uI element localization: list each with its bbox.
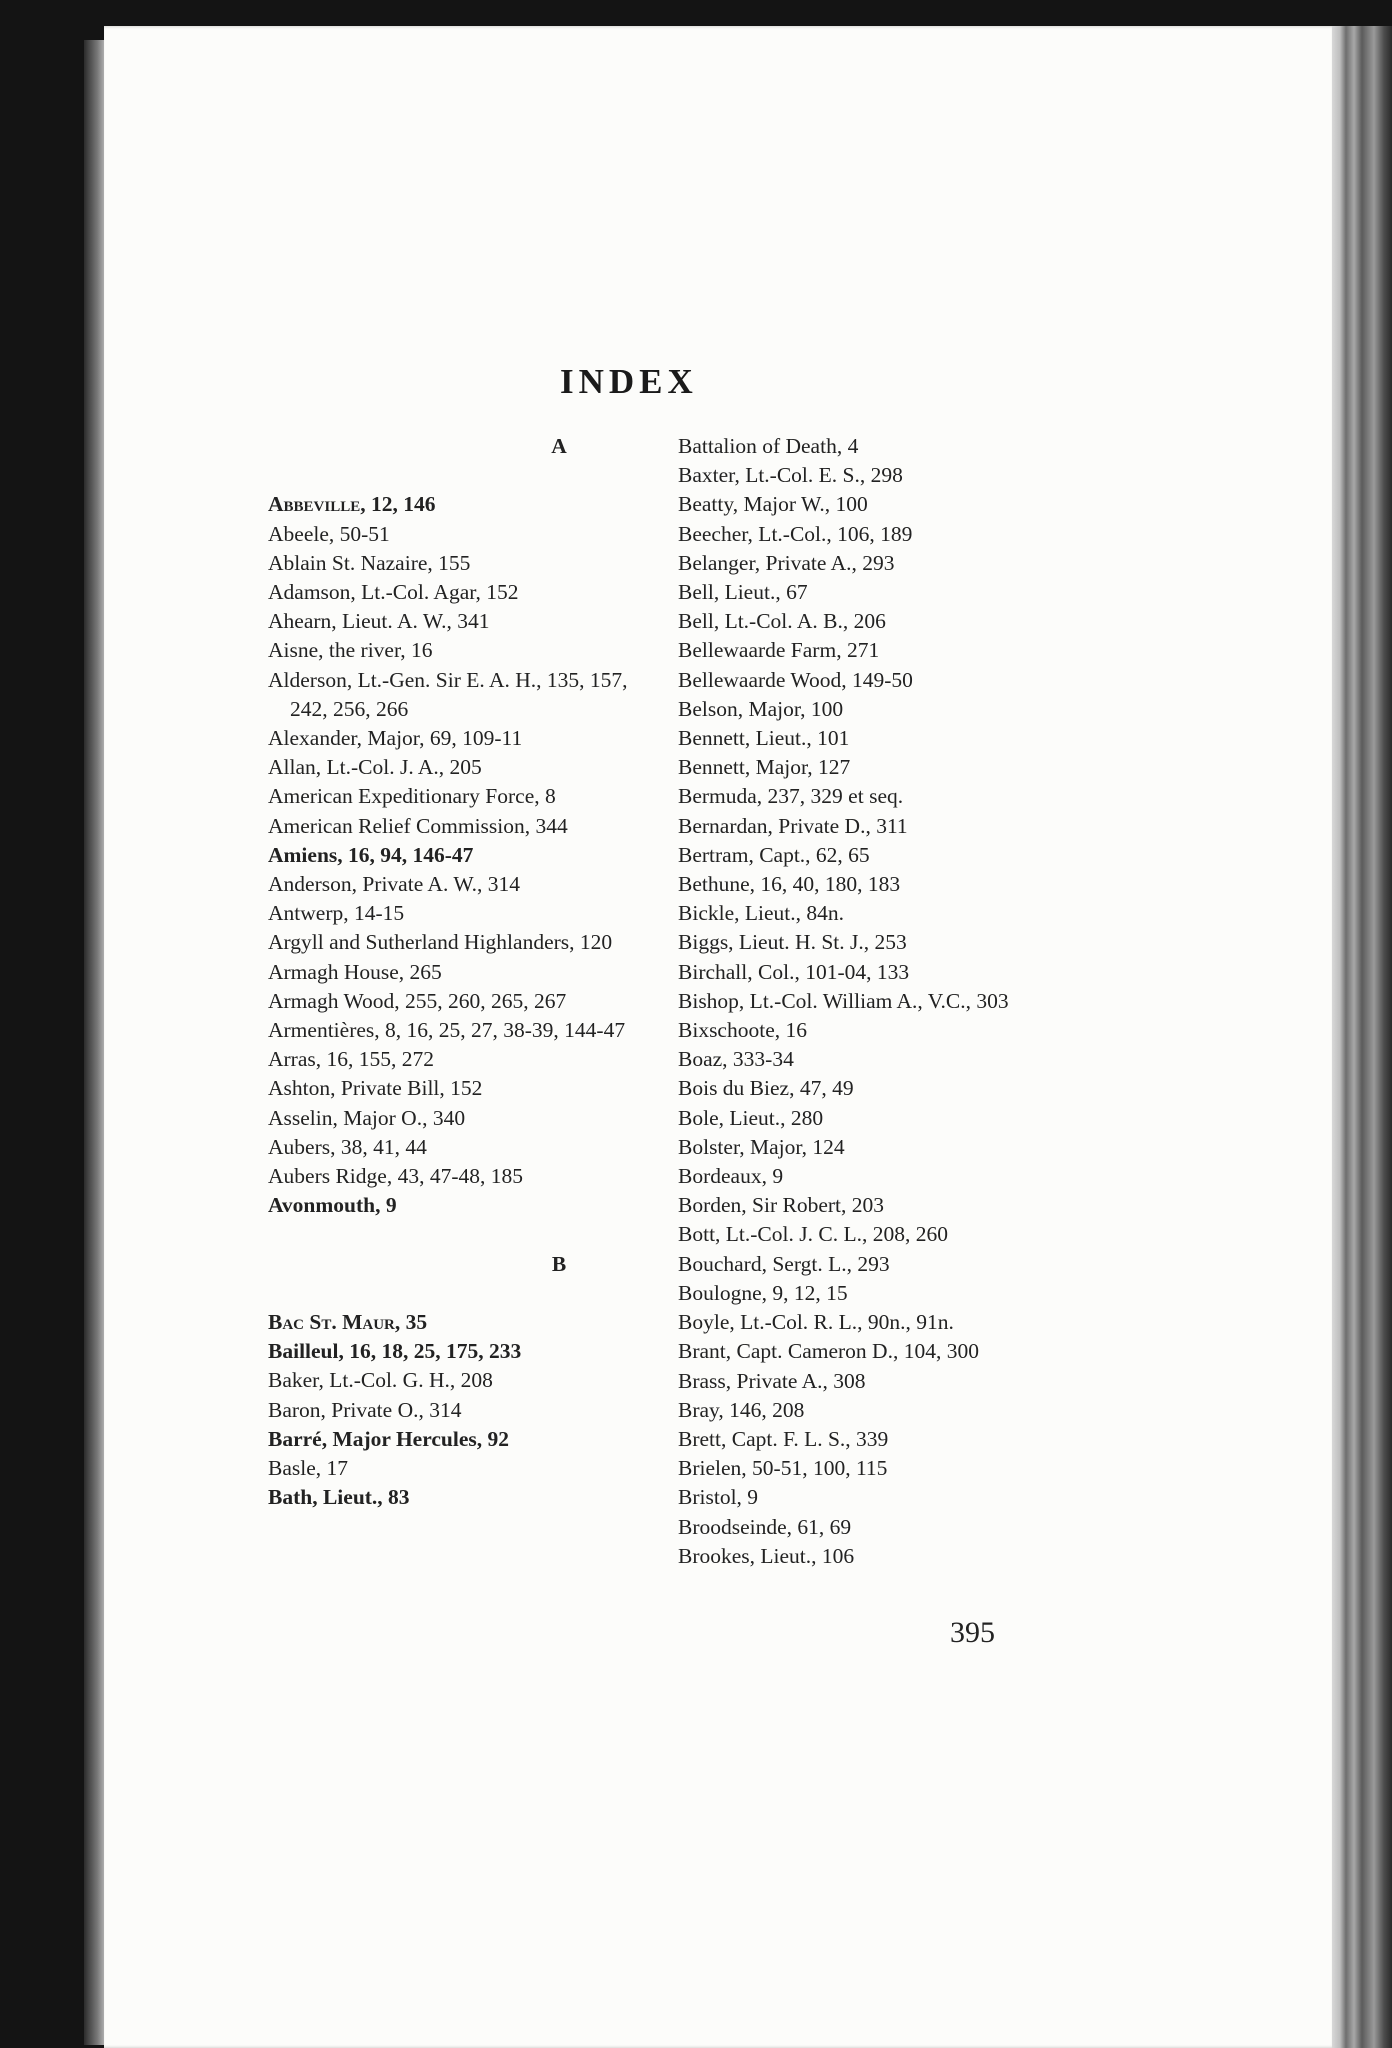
index-entry: Boyle, Lt.-Col. R. L., 90n., 91n. (678, 1310, 954, 1335)
index-entry: Beecher, Lt.-Col., 106, 189 (678, 521, 913, 546)
index-entry: Bethune, 16, 40, 180, 183 (678, 872, 901, 897)
index-entry: Aisne, the river, 16 (268, 638, 433, 663)
index-entry: Biggs, Lieut. H. St. J., 253 (678, 930, 907, 955)
index-entry: Armagh Wood, 255, 260, 265, 267 (268, 988, 567, 1013)
index-entry: Bott, Lt.-Col. J. C. L., 208, 260 (678, 1222, 948, 1247)
page-title: INDEX (560, 362, 698, 401)
index-entry: Bellewaarde Farm, 271 (678, 638, 880, 663)
index-entry: Bois du Biez, 47, 49 (678, 1076, 854, 1101)
index-entry: Brass, Private A., 308 (678, 1368, 866, 1393)
index-entry: Brookes, Lieut., 106 (678, 1543, 855, 1568)
index-entry: Bennett, Lieut., 101 (678, 726, 850, 751)
index-entry: Basle, 17 (268, 1456, 349, 1481)
index-entry: Bishop, Lt.-Col. William A., V.C., 303 (678, 988, 1009, 1013)
section-letter: A (551, 434, 567, 458)
index-entry: Battalion of Death, 4 (678, 434, 859, 458)
index-entry: Brant, Capt. Cameron D., 104, 300 (678, 1339, 979, 1364)
index-entry: Argyll and Sutherland Highlanders, 120 (268, 930, 613, 955)
index-column-left (268, 432, 650, 1512)
index-entry: Alexander, Major, 69, 109-11 (268, 726, 523, 750)
index-entry: Aubers, 38, 41, 44 (268, 1134, 427, 1159)
index-entry: Arras, 16, 155, 272 (268, 1047, 435, 1072)
index-entry: Bixschoote, 16 (678, 1018, 807, 1043)
index-entry: Birchall, Col., 101-04, 133 (678, 959, 910, 984)
index-entry: Boulogne, 9, 12, 15 (678, 1280, 848, 1305)
index-entry: Boaz, 333-34 (678, 1047, 794, 1072)
index-entry: American Expeditionary Force, 8 (268, 784, 556, 809)
index-entry: Anderson, Private A. W., 314 (268, 872, 521, 897)
index-entry: Bertram, Capt., 62, 65 (678, 842, 870, 867)
index-entry: Bailleul, 16, 18, 25, 175, 233 (268, 1339, 522, 1364)
index-entry: Antwerp, 14-15 (268, 901, 405, 926)
index-entry: Borden, Sir Robert, 203 (678, 1193, 885, 1218)
index-entry: Allan, Lt.-Col. J. A., 205 (268, 755, 482, 780)
index-entry: Brett, Capt. F. L. S., 339 (678, 1426, 889, 1451)
index-entry: Bray, 146, 208 (678, 1397, 805, 1422)
index-entry: Bell, Lieut., 67 (678, 580, 808, 605)
section-spacer (268, 461, 650, 490)
index-entry: Brielen, 50-51, 100, 115 (678, 1456, 888, 1481)
index-entry: Alderson, Lt.-Gen. Sir E. A. H., 135, 157, 242, 256, 266 (268, 667, 628, 721)
section-spacer (268, 1220, 650, 1249)
index-entry: Bath, Lieut., 83 (268, 1485, 410, 1510)
index-entry: Armagh House, 265 (268, 959, 442, 984)
page-number: 395 (950, 1616, 995, 1649)
index-entry: Abbeville, 12, 146 (268, 492, 436, 517)
index-entry: Bernardan, Private D., 311 (678, 813, 908, 838)
index-entry: Broodseinde, 61, 69 (678, 1514, 852, 1539)
index-entry: Asselin, Major O., 340 (268, 1105, 466, 1130)
index-entry: Bennett, Major, 127 (678, 755, 851, 780)
index-entry: Bickle, Lieut., 84n. (678, 901, 844, 926)
book-edge (1332, 26, 1392, 2048)
index-entry: Adamson, Lt.-Col. Agar, 152 (268, 579, 519, 604)
index-entry: Ashton, Private Bill, 152 (268, 1076, 483, 1101)
index-entry: Belson, Major, 100 (678, 696, 844, 721)
index-entry: Barré, Major Hercules, 92 (268, 1426, 510, 1451)
section-letter: B (551, 1251, 567, 1276)
index-entry: Bell, Lt.-Col. A. B., 206 (678, 609, 886, 634)
index-entry: American Relief Commission, 344 (268, 813, 568, 838)
index-entry: Bermuda, 237, 329 et seq. (678, 784, 904, 809)
index-entry: Baron, Private O., 314 (268, 1397, 462, 1422)
page-left-shadow (84, 40, 106, 2045)
index-column-right (678, 432, 1078, 1571)
index-entry: Abeele, 50-51 (268, 521, 390, 546)
index-entry: Beatty, Major W., 100 (678, 492, 868, 517)
index-entry: Ahearn, Lieut. A. W., 341 (268, 609, 490, 634)
index-entry: Amiens, 16, 94, 146-47 (268, 842, 474, 867)
index-entry: Bordeaux, 9 (678, 1164, 784, 1189)
index-entry: Bole, Lieut., 280 (678, 1105, 824, 1130)
index-entry: Belanger, Private A., 293 (678, 550, 895, 575)
index-entry: Bellewaarde Wood, 149-50 (678, 667, 913, 692)
index-entry: Bristol, 9 (678, 1485, 759, 1510)
index-entry: Baxter, Lt.-Col. E. S., 298 (678, 463, 903, 488)
index-entry: Bouchard, Sergt. L., 293 (678, 1251, 890, 1276)
section-spacer (268, 1279, 650, 1308)
index-entry: Avonmouth, 9 (268, 1193, 397, 1218)
index-entry: Ablain St. Nazaire, 155 (268, 550, 471, 575)
index-entry: Baker, Lt.-Col. G. H., 208 (268, 1368, 493, 1393)
index-entry: Bolster, Major, 124 (678, 1134, 845, 1159)
index-entry: Armentières, 8, 16, 25, 27, 38-39, 144-47 (268, 1018, 626, 1043)
index-entry: Bac St. Maur, 35 (268, 1310, 428, 1335)
index-entry: Aubers Ridge, 43, 47-48, 185 (268, 1164, 523, 1189)
